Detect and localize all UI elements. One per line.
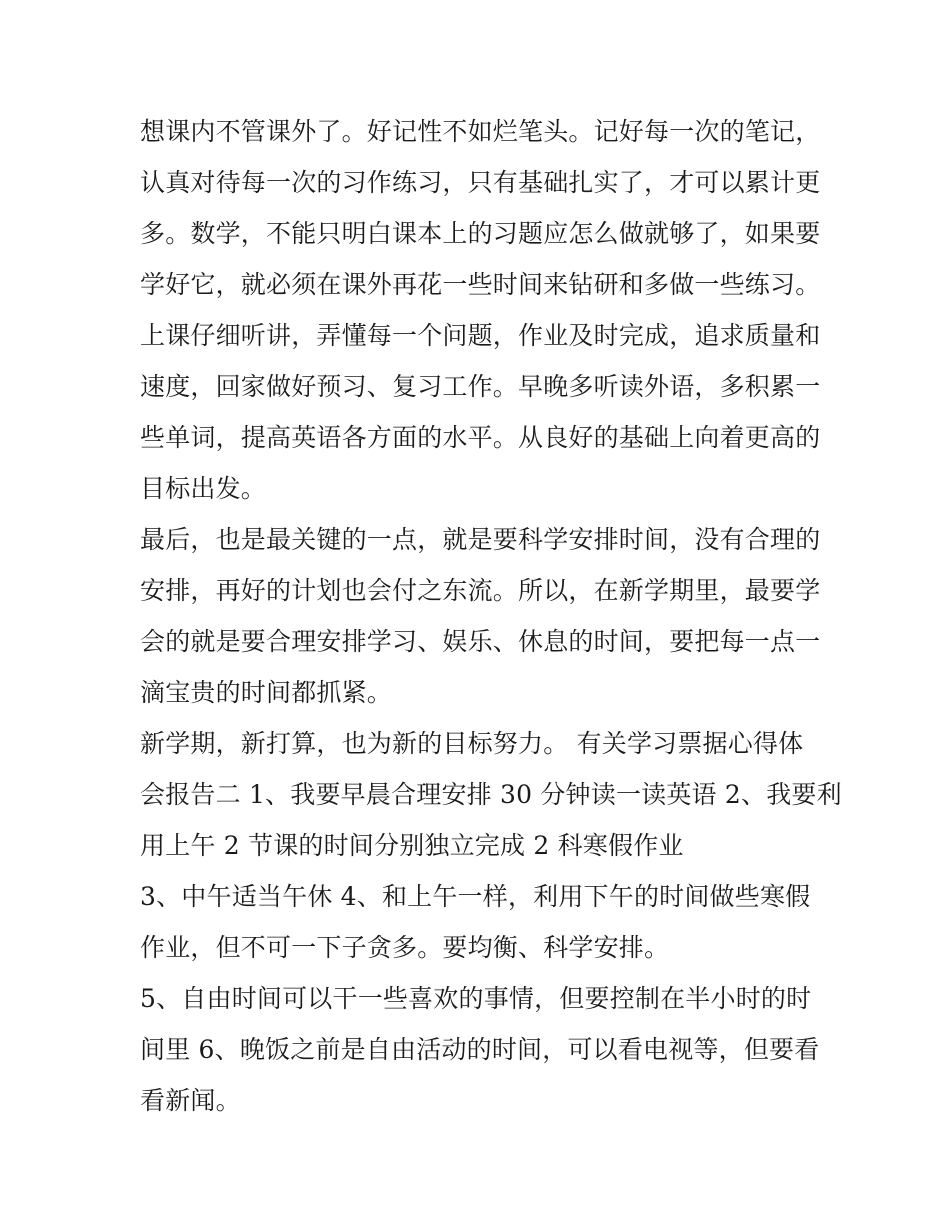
text-line: 想课内不管课外了。好记性不如烂笔头。记好每一次的笔记，: [140, 117, 821, 146]
text-line: 上课仔细听讲，弄懂每一个问题，作业及时完成，追求质量和: [140, 321, 821, 350]
text-line: 5、自由时间可以干一些喜欢的事情，但要控制在半小时的时: [140, 984, 812, 1013]
text-line: 看新闻。: [140, 1086, 241, 1115]
text-line: 滴宝贵的时间都抓紧。: [140, 678, 393, 707]
text-line: 认真对待每一次的习作练习，只有基础扎实了，才可以累计更: [140, 168, 821, 197]
document-body: [140, 106, 842, 1126]
text-line: 多。数学，不能只明白课本上的习题应怎么做就够了，如果要: [140, 219, 821, 248]
text-line: 用上午 2 节课的时间分别独立完成 2 科寒假作业: [140, 831, 684, 860]
text-line: 最后，也是最关键的一点，就是要科学安排时间，没有合理的: [140, 525, 821, 554]
text-line: 些单词，提高英语各方面的水平。从良好的基础上向着更高的: [140, 423, 821, 452]
text-line: 会报告二 1、我要早晨合理安排 30 分钟读一读英语 2、我要利: [140, 780, 842, 809]
text-line: 作业，但不可一下子贪多。要均衡、科学安排。: [140, 933, 670, 962]
text-line: 3、中午适当午休 4、和上午一样，利用下午的时间做些寒假: [140, 882, 811, 911]
text-line: 会的就是要合理安排学习、娱乐、休息的时间，要把每一点一: [140, 627, 821, 656]
text-line: 新学期，新打算，也为新的目标努力。 有关学习票据心得体: [140, 729, 804, 758]
text-line: 速度，回家做好预习、复习工作。早晚多听读外语，多积累一: [140, 372, 821, 401]
text-line: 间里 6、晚饭之前是自由活动的时间，可以看电视等，但要看: [140, 1035, 820, 1064]
text-line: 目标出发。: [140, 474, 267, 503]
text-line: 安排，再好的计划也会付之东流。所以，在新学期里，最要学: [140, 576, 821, 605]
text-line: 学好它，就必须在课外再花一些时间来钻研和多做一些练习。: [140, 270, 821, 299]
